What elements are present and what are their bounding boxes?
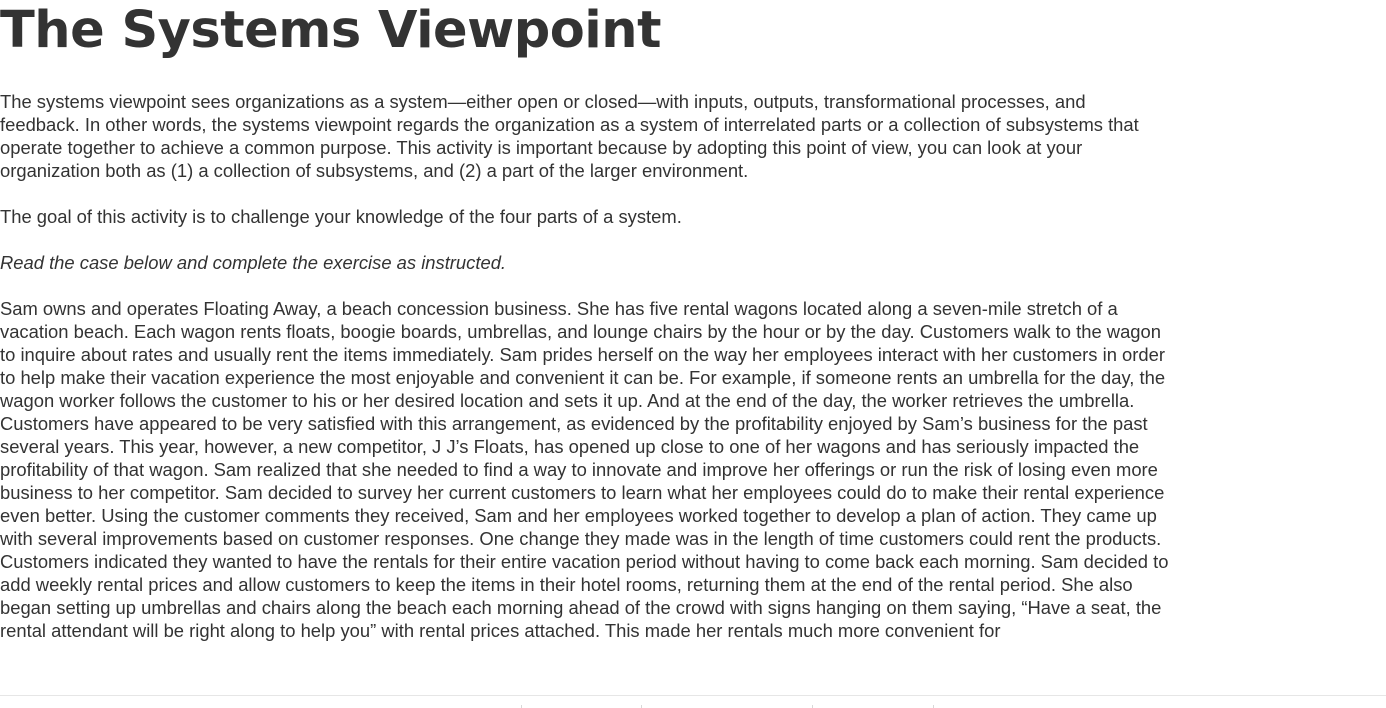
- body-text: [0, 90, 1170, 665]
- case-paragraph: Sam owns and operates Floating Away, a beach concession business. She has five rental wagons located along a seven-mile stretch of a vacation beach. Each wagon rents floats, boogie boards, umbrellas, and lounge chairs by the hour or by the day. Customers walk to the wagon to inquire about rates and usually rent the items immediately. Sam prides herself on the way her employees interact with her customers in order to help make their vacation experience the most enjoyable and convenient it can be. For example, if someone rents an umbrella for the day, the wagon worker follows the customer to his or her desired location and sets it up. And at the end of the day, the worker retrieves the umbrella. Customers have appeared to be very satisfied with this arrangement, as evidenced by the profitability enjoyed by Sam’s business for the past several years. This year, however, a new competitor, J J’s Floats, has opened up close to one of her wagons and has seriously impacted the profitability of that wagon. Sam realized that she needed to find a way to innovate and improve her offerings or run the risk of losing even more business to her competitor. Sam decided to survey her current customers to learn what her employees could do to make their rental experience even better. Using the customer comments they received, Sam and her employees worked together to develop a plan of action. They came up with several improvements based on customer responses. One change they made was in the length of time customers could rent the products. Customers indicated they wanted to have the rentals for their entire vacation period without having to come back each morning. Sam decided to add weekly rental prices and allow customers to keep the items in their hotel rooms, returning them at the end of the rental period. She also began setting up umbrellas and chairs along the beach each morning ahead of the crowd with signs hanging on them saying, “Have a seat, the rental attendant will be right along to help you” with rental prices attached. This made her rentals much more convenient for: [0, 298, 1169, 641]
- bottom-toolbar: [0, 695, 1386, 708]
- page-title: The Systems Viewpoint: [0, 1, 661, 60]
- intro-paragraph: The systems viewpoint sees organizations as a system—either open or closed—with inputs, outputs, transformational processes, and feedback. In other words, the systems viewpoint regards the organization as a system of interrelated parts or a collection of subsystems that operate together to achieve a common purpose. This activity is important because by adopting this point of view, you can look at your organization both as (1) a collection of subsystems, and (2) a part of the larger environment.: [0, 91, 1139, 181]
- instruction-paragraph: Read the case below and complete the exercise as instructed.: [0, 252, 507, 273]
- goal-paragraph: The goal of this activity is to challenge your knowledge of the four parts of a system.: [0, 206, 682, 227]
